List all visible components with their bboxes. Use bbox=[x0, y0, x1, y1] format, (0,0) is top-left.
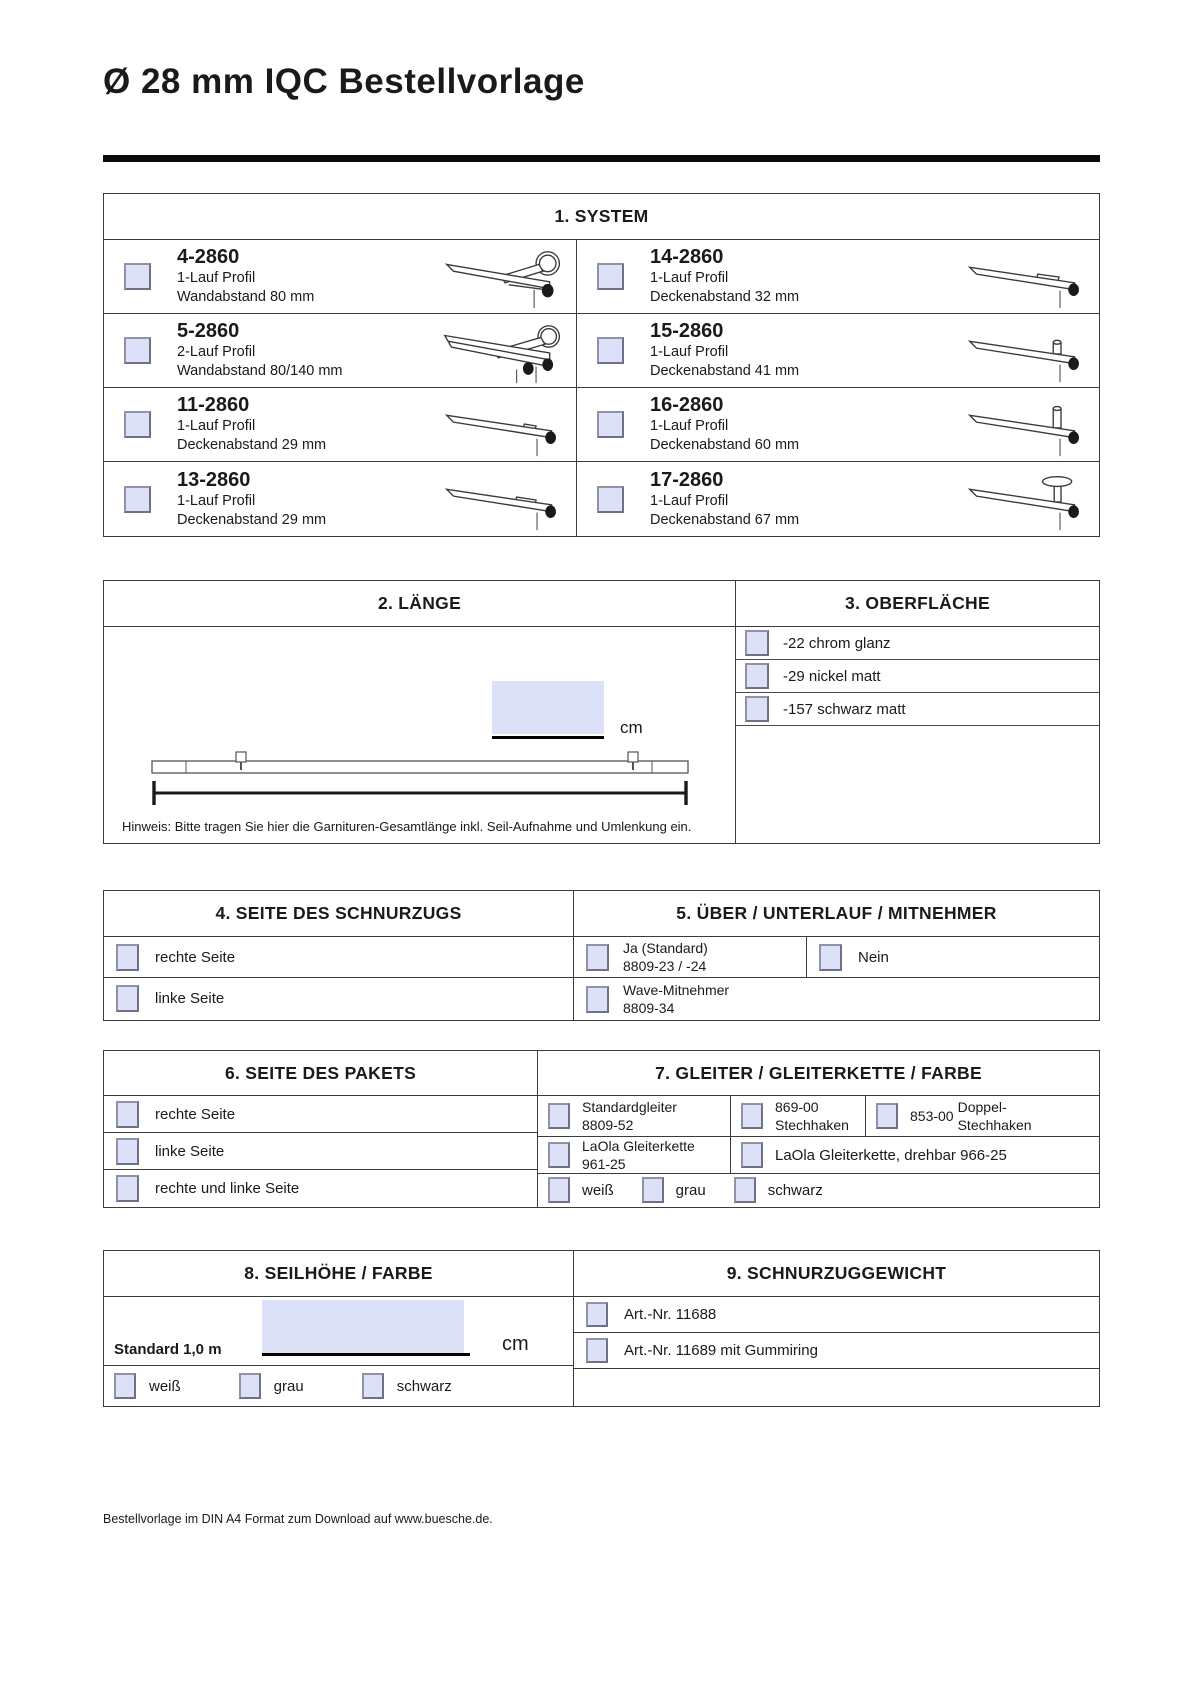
system-line1: 1-Lauf Profil bbox=[650, 270, 729, 287]
oberflaeche-option-chrom bbox=[736, 627, 1099, 660]
schnurzug-checkbox-rechts[interactable] bbox=[116, 944, 139, 971]
rod-double-wall-bracket-illustration bbox=[440, 318, 568, 386]
mitnehmer-option-ja bbox=[574, 937, 807, 977]
system-checkbox-14-2860[interactable] bbox=[597, 263, 624, 290]
schnurzug-label: rechte Seite bbox=[155, 948, 236, 966]
mitnehmer-ja-line2: 8809-23 / -24 bbox=[623, 958, 707, 974]
gewicht-checkbox-11689[interactable] bbox=[586, 1338, 608, 1363]
rod-ceiling-stem-short-illustration bbox=[963, 318, 1091, 386]
seilhoehe-color-label: grau bbox=[273, 1377, 304, 1395]
mitnehmer-ja-line1: Ja (Standard) bbox=[623, 939, 708, 956]
gleiter-checkbox-schwarz[interactable] bbox=[734, 1177, 756, 1203]
laenge-column bbox=[104, 581, 736, 843]
gleiter-checkbox-doppelstechhaken[interactable] bbox=[876, 1103, 898, 1129]
system-option-11-2860 bbox=[104, 388, 576, 462]
mitnehmer-checkbox-wave[interactable] bbox=[586, 986, 609, 1013]
system-line1: 1-Lauf Profil bbox=[650, 418, 729, 435]
seilhoehe-checkbox-schwarz[interactable] bbox=[362, 1373, 384, 1399]
seilhoehe-header: 8. SEILHÖHE / FARBE bbox=[104, 1251, 573, 1297]
seilhoehe-checkbox-weiss[interactable] bbox=[114, 1373, 136, 1399]
oberflaeche-checkbox-chrom[interactable] bbox=[745, 630, 769, 656]
gleiter-option-laola-drehbar bbox=[731, 1137, 1099, 1173]
gleiter-stechhaken-line2: Stechhaken bbox=[775, 1117, 849, 1133]
gleiter-stechhaken-text bbox=[775, 1098, 849, 1134]
page-title: Ø 28 mm IQC Bestellvorlage bbox=[103, 62, 585, 101]
system-option-5-2860 bbox=[104, 314, 576, 388]
system-option-text bbox=[177, 469, 326, 530]
system-option-text bbox=[177, 320, 343, 381]
schnurzug-checkbox-links[interactable] bbox=[116, 985, 139, 1012]
schnurzuggewicht-header: 9. SCHNURZUGGEWICHT bbox=[574, 1251, 1099, 1297]
gleiter-checkbox-standard[interactable] bbox=[548, 1103, 570, 1129]
rod-ceiling-clip-illustration bbox=[440, 392, 568, 460]
oberflaeche-column bbox=[736, 581, 1099, 843]
gleiter-checkbox-laola[interactable] bbox=[548, 1142, 570, 1168]
mitnehmer-checkbox-nein[interactable] bbox=[819, 944, 842, 971]
system-option-text bbox=[177, 394, 326, 455]
gleiter-color-label: grau bbox=[675, 1181, 706, 1199]
gleiter-doppel-code: 853-00 bbox=[910, 1108, 954, 1124]
system-option-text bbox=[177, 246, 314, 307]
gleiter-standard-line2: 8809-52 bbox=[582, 1117, 634, 1133]
system-checkbox-16-2860[interactable] bbox=[597, 411, 624, 438]
paket-label: linke Seite bbox=[155, 1142, 225, 1160]
title-divider bbox=[103, 155, 1100, 162]
laenge-hint: Hinweis: Bitte tragen Sie hier die Garnituren-Gesamtlänge inkl. Seil-Aufnahme und Umlenkung ein. bbox=[122, 819, 692, 834]
section-seilhoehe-schnurzuggewicht bbox=[103, 1250, 1100, 1407]
system-code: 13-2860 bbox=[177, 468, 251, 491]
gleiter-option-stechhaken bbox=[731, 1096, 866, 1136]
gleiter-doppel-text bbox=[958, 1098, 1032, 1134]
rod-ceiling-stem-tall-illustration bbox=[963, 392, 1091, 460]
rod-ceiling-clamp-illustration bbox=[963, 244, 1091, 312]
oberflaeche-header: 3. OBERFLÄCHE bbox=[736, 581, 1099, 627]
system-line2: Deckenabstand 41 mm bbox=[650, 363, 800, 379]
schnurzug-label: linke Seite bbox=[155, 990, 225, 1007]
gleiter-checkbox-weiss[interactable] bbox=[548, 1177, 570, 1203]
mitnehmer-wave-line2: 8809-34 bbox=[623, 1000, 675, 1016]
schnurzug-header: 4. SEITE DES SCHNURZUGS bbox=[104, 891, 573, 937]
system-checkbox-15-2860[interactable] bbox=[597, 337, 624, 364]
gleiter-laola-line2: 961-25 bbox=[582, 1156, 626, 1172]
seilhoehe-color-label: schwarz bbox=[396, 1377, 452, 1395]
system-line1: 2-Lauf Profil bbox=[177, 344, 256, 361]
mitnehmer-wave-text bbox=[623, 981, 729, 1017]
system-line2: Deckenabstand 29 mm bbox=[177, 511, 327, 528]
system-option-16-2860 bbox=[576, 388, 1099, 462]
laenge-input[interactable] bbox=[492, 681, 604, 734]
gewicht-option-11688 bbox=[574, 1297, 1099, 1333]
seilhoehe-input[interactable] bbox=[262, 1300, 464, 1353]
system-line1: 1-Lauf Profil bbox=[650, 492, 729, 509]
system-line2: Wandabstand 80/140 mm bbox=[177, 363, 343, 379]
paket-label: rechte Seite bbox=[155, 1105, 236, 1123]
gleiter-color-label: weiß bbox=[582, 1181, 614, 1199]
section-paket-gleiter bbox=[103, 1050, 1100, 1208]
paket-option-links bbox=[104, 1133, 537, 1170]
system-code: 17-2860 bbox=[650, 468, 724, 491]
gleiter-color-row bbox=[538, 1174, 823, 1206]
oberflaeche-checkbox-schwarz[interactable] bbox=[745, 696, 769, 722]
seilhoehe-standard-label: Standard 1,0 m bbox=[114, 1341, 222, 1358]
mitnehmer-option-nein bbox=[807, 937, 1099, 977]
laenge-unit-label: cm bbox=[620, 718, 643, 737]
system-line2: Deckenabstand 60 mm bbox=[650, 437, 800, 453]
system-line1: 1-Lauf Profil bbox=[650, 344, 729, 361]
system-option-text bbox=[650, 394, 799, 455]
gleiter-header: 7. GLEITER / GLEITERKETTE / FARBE bbox=[538, 1051, 1099, 1096]
gleiter-laola-drehbar-label: LaOla Gleiterkette, drehbar 966-25 bbox=[775, 1146, 1007, 1164]
system-option-text bbox=[650, 469, 799, 530]
paket-header: 6. SEITE DES PAKETS bbox=[104, 1051, 537, 1096]
seilhoehe-checkbox-grau[interactable] bbox=[239, 1373, 261, 1399]
gleiter-color-label: schwarz bbox=[767, 1181, 823, 1199]
paket-checkbox-rechts[interactable] bbox=[116, 1101, 139, 1128]
gleiter-doppel-line1: Doppel- bbox=[957, 1098, 1007, 1115]
gleiter-doppel-line2: Stechhaken bbox=[957, 1117, 1032, 1133]
gleiter-option-doppelstechhaken bbox=[866, 1096, 1099, 1136]
system-option-text bbox=[650, 246, 799, 307]
gewicht-checkbox-11688[interactable] bbox=[586, 1302, 608, 1327]
seilhoehe-color-label: weiß bbox=[149, 1377, 181, 1395]
system-code: 5-2860 bbox=[177, 320, 240, 343]
system-checkbox-4-2860[interactable] bbox=[124, 263, 151, 290]
system-line2: Deckenabstand 67 mm bbox=[650, 511, 800, 528]
paket-label: rechte und linke Seite bbox=[155, 1180, 300, 1197]
system-line1: 1-Lauf Profil bbox=[177, 270, 256, 287]
gleiter-checkbox-laola-drehbar[interactable] bbox=[741, 1142, 763, 1168]
system-option-4-2860 bbox=[104, 240, 576, 314]
system-option-17-2860 bbox=[576, 462, 1099, 536]
mitnehmer-option-wave bbox=[574, 978, 1099, 1020]
system-option-13-2860 bbox=[104, 462, 576, 536]
system-line2: Deckenabstand 29 mm bbox=[177, 437, 327, 453]
system-grid bbox=[104, 240, 1099, 536]
paket-checkbox-beide[interactable] bbox=[116, 1175, 139, 1202]
system-code: 11-2860 bbox=[177, 394, 250, 417]
paket-option-beide bbox=[104, 1170, 537, 1207]
gleiter-option-standard bbox=[538, 1096, 731, 1136]
oberflaeche-label: -22 chrom glanz bbox=[783, 634, 891, 652]
gleiter-checkbox-grau[interactable] bbox=[642, 1177, 664, 1203]
mitnehmer-checkbox-ja[interactable] bbox=[586, 944, 609, 971]
system-code: 15-2860 bbox=[650, 320, 724, 343]
rod-ceiling-disc-illustration bbox=[963, 466, 1091, 534]
paket-column bbox=[104, 1051, 538, 1207]
rod-length-diagram bbox=[140, 747, 700, 809]
system-line1: 1-Lauf Profil bbox=[177, 418, 256, 435]
rod-wall-bracket-illustration bbox=[440, 244, 568, 312]
gleiter-option-laola bbox=[538, 1137, 731, 1173]
system-code: 4-2860 bbox=[177, 246, 240, 269]
laenge-input-underline bbox=[492, 736, 604, 739]
oberflaeche-checkbox-nickel[interactable] bbox=[745, 663, 769, 689]
gleiter-standard-text bbox=[582, 1098, 677, 1134]
seilhoehe-column bbox=[104, 1251, 574, 1406]
schnurzug-option-rechts bbox=[104, 937, 573, 978]
section-schnurzug-mitnehmer bbox=[103, 890, 1100, 1021]
gleiter-column bbox=[538, 1051, 1099, 1207]
seilhoehe-input-row bbox=[104, 1297, 573, 1366]
paket-checkbox-links[interactable] bbox=[116, 1138, 139, 1165]
system-line1: 1-Lauf Profil bbox=[177, 492, 256, 509]
system-checkbox-5-2860[interactable] bbox=[124, 337, 151, 364]
gewicht-label: Art.-Nr. 11688 bbox=[624, 1306, 717, 1323]
mitnehmer-wave-line1: Wave-Mitnehmer bbox=[623, 981, 730, 998]
section-system bbox=[103, 193, 1100, 537]
schnurzuggewicht-column bbox=[574, 1251, 1099, 1406]
system-checkbox-13-2860[interactable] bbox=[124, 486, 151, 513]
system-checkbox-17-2860[interactable] bbox=[597, 486, 624, 513]
laenge-header: 2. LÄNGE bbox=[104, 581, 735, 627]
system-option-text bbox=[650, 320, 799, 381]
mitnehmer-ja-text bbox=[623, 939, 708, 975]
gleiter-standard-line1: Standardgleiter bbox=[582, 1098, 677, 1115]
gleiter-laola-text bbox=[582, 1137, 695, 1173]
footer-note: Bestellvorlage im DIN A4 Format zum Download auf www.buesche.de. bbox=[103, 1512, 493, 1526]
system-code: 16-2860 bbox=[650, 394, 724, 417]
seilhoehe-input-underline bbox=[262, 1353, 470, 1356]
mitnehmer-column bbox=[574, 891, 1099, 1020]
gleiter-checkbox-stechhaken[interactable] bbox=[741, 1103, 763, 1129]
system-line2: Wandabstand 80 mm bbox=[177, 289, 315, 305]
system-option-15-2860 bbox=[576, 314, 1099, 388]
gleiter-stechhaken-line1: 869-00 bbox=[775, 1098, 819, 1115]
gewicht-option-11689 bbox=[574, 1333, 1099, 1369]
schnurzug-option-links bbox=[104, 978, 573, 1019]
paket-option-rechts bbox=[104, 1096, 537, 1133]
system-code: 14-2860 bbox=[650, 246, 724, 269]
oberflaeche-label: -157 schwarz matt bbox=[783, 700, 906, 718]
system-line2: Deckenabstand 32 mm bbox=[650, 289, 800, 305]
oberflaeche-option-nickel bbox=[736, 660, 1099, 693]
rod-ceiling-bracket-illustration bbox=[440, 466, 568, 534]
mitnehmer-nein-label: Nein bbox=[858, 948, 889, 966]
gleiter-laola-line1: LaOla Gleiterkette bbox=[582, 1137, 695, 1154]
system-checkbox-11-2860[interactable] bbox=[124, 411, 151, 438]
seilhoehe-unit-label: cm bbox=[502, 1333, 529, 1355]
system-header: 1. SYSTEM bbox=[104, 194, 1099, 240]
mitnehmer-header: 5. ÜBER / UNTERLAUF / MITNEHMER bbox=[574, 891, 1099, 937]
schnurzug-column bbox=[104, 891, 574, 1020]
gewicht-label: Art.-Nr. 11689 mit Gummiring bbox=[624, 1342, 818, 1359]
section-laenge-oberflaeche bbox=[103, 580, 1100, 844]
system-option-14-2860 bbox=[576, 240, 1099, 314]
oberflaeche-label: -29 nickel matt bbox=[783, 667, 881, 685]
seilhoehe-color-row bbox=[104, 1366, 573, 1406]
oberflaeche-option-schwarz bbox=[736, 693, 1099, 726]
